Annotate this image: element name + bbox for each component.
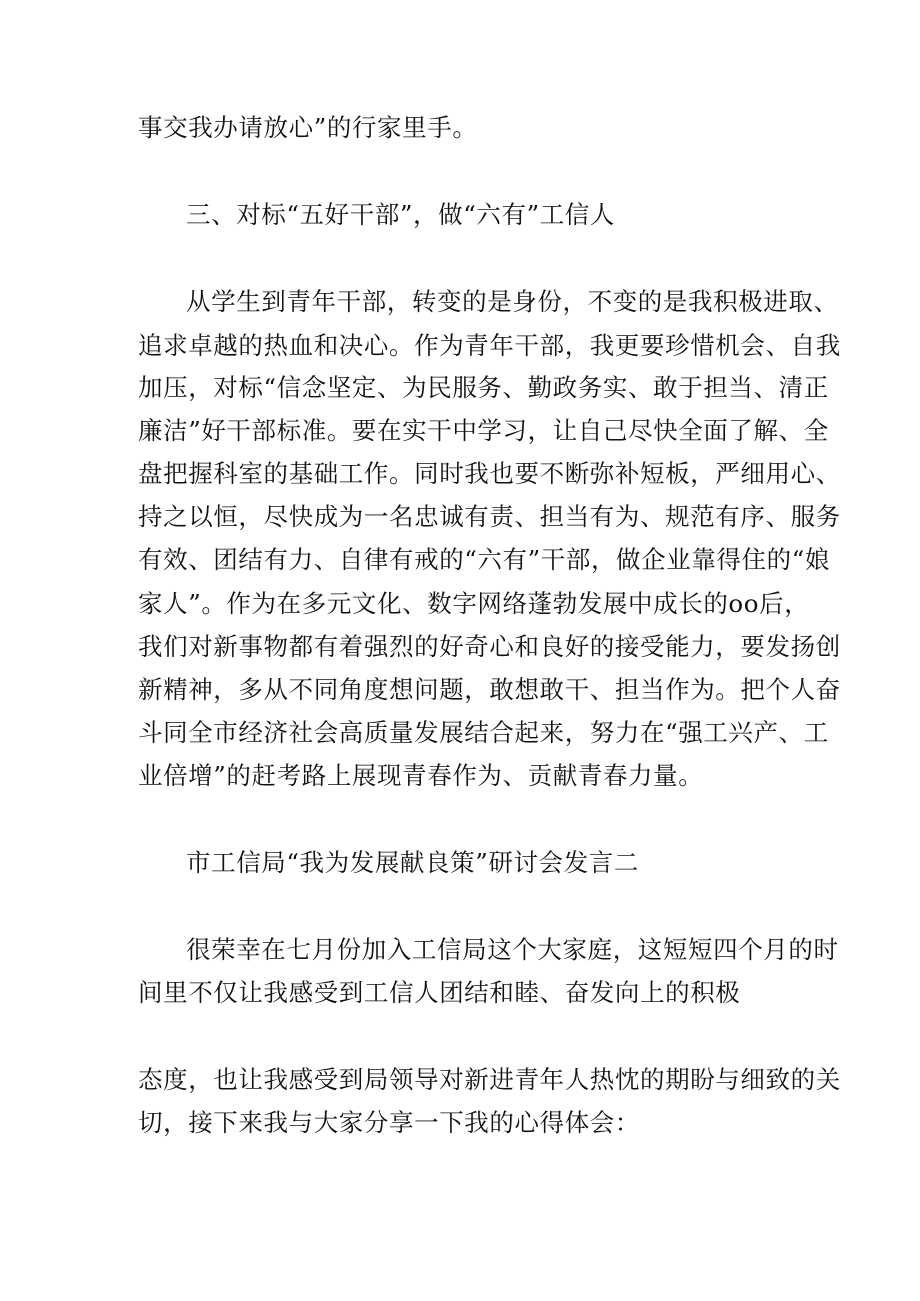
paragraph-line: 我们对新事物都有着强烈的好奇心和良好的接受能力，要发扬创 <box>138 632 841 661</box>
paragraph-line: 斗同全市经济社会高质量发展结合起来，努力在“强工兴产、工 <box>138 718 829 747</box>
paragraph-line: 廉洁”好干部标准。要在实干中学习，让自己尽快全面了解、全 <box>138 416 829 445</box>
paragraph-line: 态度，也让我感受到局领导对新进青年人热忱的期盼与细致的关 <box>138 1065 841 1094</box>
paragraph-line: 从学生到青年干部，转变的是身份，不变的是我积极进取、 <box>186 287 839 316</box>
paragraph-line: 持之以恒，尽快成为一名忠诚有责、担当有为、规范有序、服务 <box>138 502 841 531</box>
paragraph-line: 盘把握科室的基础工作。同时我也要不断弥补短板，严细用心、 <box>138 459 841 488</box>
paragraph-line: 切，接下来我与大家分享一下我的心得体会： <box>138 1108 640 1137</box>
paragraph-line: 家人”。作为在多元文化、数字网络蓬勃发展中成长的oo后， <box>138 589 810 618</box>
section-heading: 三、对标“五好干部”，做“六有”工信人 <box>186 200 615 229</box>
paragraph-line: 追求卓越的热血和决心。作为青年干部，我更要珍惜机会、自我 <box>138 331 841 360</box>
paragraph-line: 加压，对标“信念坚定、为民服务、勤政务实、敢于担当、清正 <box>138 373 829 402</box>
speech-title: 市工信局“我为发展献良策”研讨会发言二 <box>186 848 639 877</box>
paragraph-line: 业倍增”的赶考路上展现青春作为、贡献青春力量。 <box>138 761 704 790</box>
paragraph-line: 间里不仅让我感受到工信人团结和睦、奋发向上的积极 <box>138 978 741 1007</box>
paragraph-line: 有效、团结有力、自律有戒的“六有”干部，做企业靠得住的“娘 <box>138 545 830 574</box>
continuation-line: 事交我办请放心”的行家里手。 <box>138 113 478 142</box>
paragraph-line: 很荣幸在七月份加入工信局这个大家庭，这短短四个月的时 <box>186 935 839 964</box>
paragraph-line: 新精神，多从不同角度想问题，敢想敢干、担当作为。把个人奋 <box>138 675 841 704</box>
